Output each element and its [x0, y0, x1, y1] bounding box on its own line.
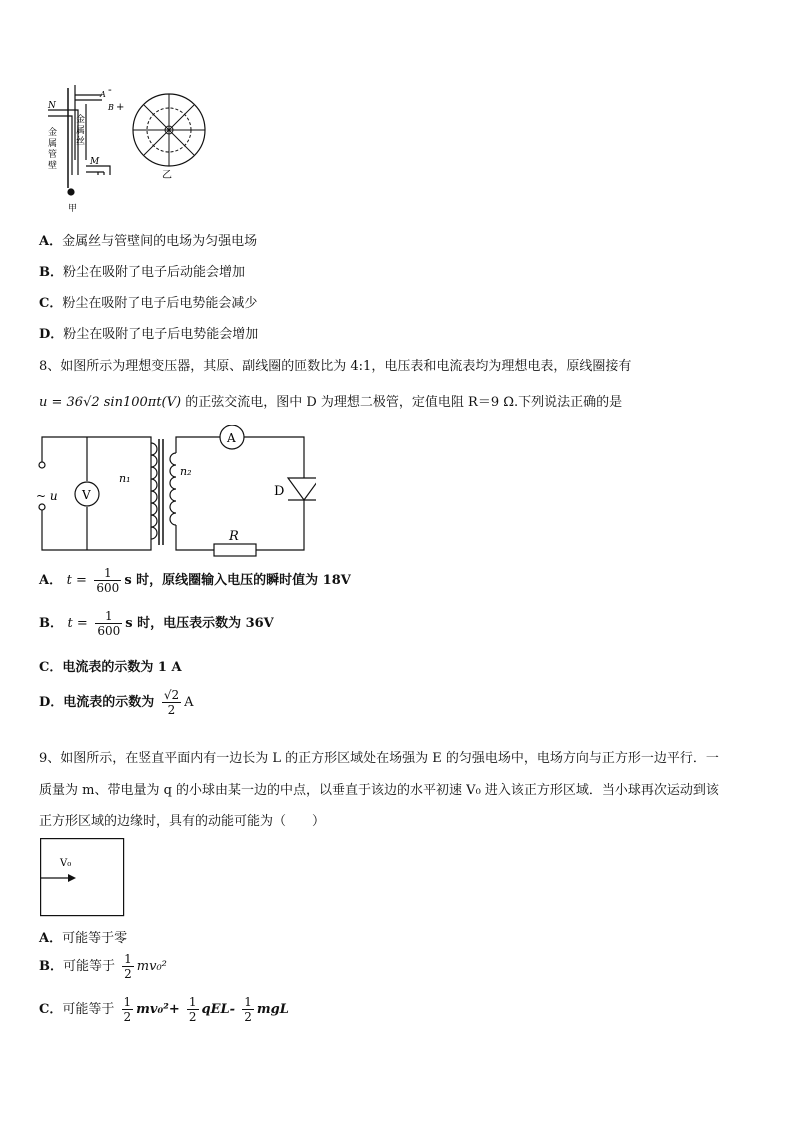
q7-fig-yi [133, 94, 205, 166]
resistor-label: R [229, 529, 239, 544]
ammeter-label: A [227, 431, 236, 445]
q8-stem-line1: 8、如图所示为理想变压器，其原、副线圈的匝数比为 4:1，电压表和电流表均为理想电表，原线圈接有 [39, 359, 632, 374]
q9-figure [40, 838, 126, 918]
label-minus: - [108, 83, 112, 96]
label-M: M [90, 157, 100, 167]
svg-text:金属管壁: 金属管壁 [48, 128, 58, 171]
q7-option-a[interactable]: A．金属丝与管壁间的电场为匀强电场 [39, 234, 258, 249]
label-N: N [48, 101, 56, 111]
q7-option-b[interactable]: B．粉尘在吸附了电子后动能会增加 [39, 265, 246, 280]
label-yi: 乙 [162, 170, 172, 181]
q9-option-a[interactable]: A．可能等于零 [39, 931, 128, 946]
v0-label: V₀ [60, 858, 72, 869]
q9-option-c[interactable]: C．可能等于 $\frac{1}{2}$ mv₀²+ $\frac{1}{2}$ qEL- $\frac{1}{2}$ mgL [39, 995, 289, 1024]
q9-stem-line3: 正方形区域的边缘时，具有的动能可能为（ ） [39, 814, 326, 829]
q7-figure [38, 80, 218, 215]
label-plus: + [116, 102, 125, 113]
source-label: ~ u [36, 489, 58, 503]
q8-formula: u = 36√2 sin100πt(V) [39, 395, 182, 410]
q8-option-b[interactable]: B． t = $\frac{1}{600}$ s 时，电压表示数为 36V [39, 609, 274, 638]
label-B: B [108, 103, 114, 112]
q9-stem-line2: 质量为 m、带电量为 q 的小球由某一边的中点，以垂直于该边的水平初速 V₀ 进入该正方形区域．当小球再次运动到该 [39, 783, 719, 798]
label-A: A [100, 90, 106, 99]
q8-stem-line2: u = 36√2 sin100πt(V) 的正弦交流电，图中 D 为理想二极管，定值电阻 R＝9 Ω.下列说法正确的是 [39, 395, 623, 410]
q8-option-d[interactable]: D．电流表的示数为 $\frac{√2}{2}$ A [39, 688, 194, 717]
q9-option-b[interactable]: B．可能等于 $\frac{1}{2}$ mv₀² [39, 952, 167, 981]
q8-option-a[interactable]: A． t = $\frac{1}{600}$ s 时，原线圈输入电压的瞬时值为 18V [39, 566, 351, 595]
label-jia: 甲 [68, 204, 78, 214]
q8-circuit [36, 425, 316, 557]
voltmeter-label: V [82, 488, 91, 502]
q7-option-c[interactable]: C．粉尘在吸附了电子后电势能会减少 [39, 296, 258, 311]
q9-stem-line1: 9、如图所示，在竖直平面内有一边长为 L 的正方形区域处在场强为 E 的匀强电场中，电场方向与正方形一边平行．一 [39, 751, 719, 766]
diode-label: D [274, 484, 285, 499]
svg-text:金属丝: 金属丝 [76, 115, 86, 147]
n2-label: n₂ [180, 465, 192, 478]
q8-option-c[interactable]: C．电流表的示数为 1 A [39, 660, 182, 675]
n1-label: n₁ [119, 472, 131, 485]
q7-option-d[interactable]: D．粉尘在吸附了电子后电势能会增加 [39, 327, 259, 342]
